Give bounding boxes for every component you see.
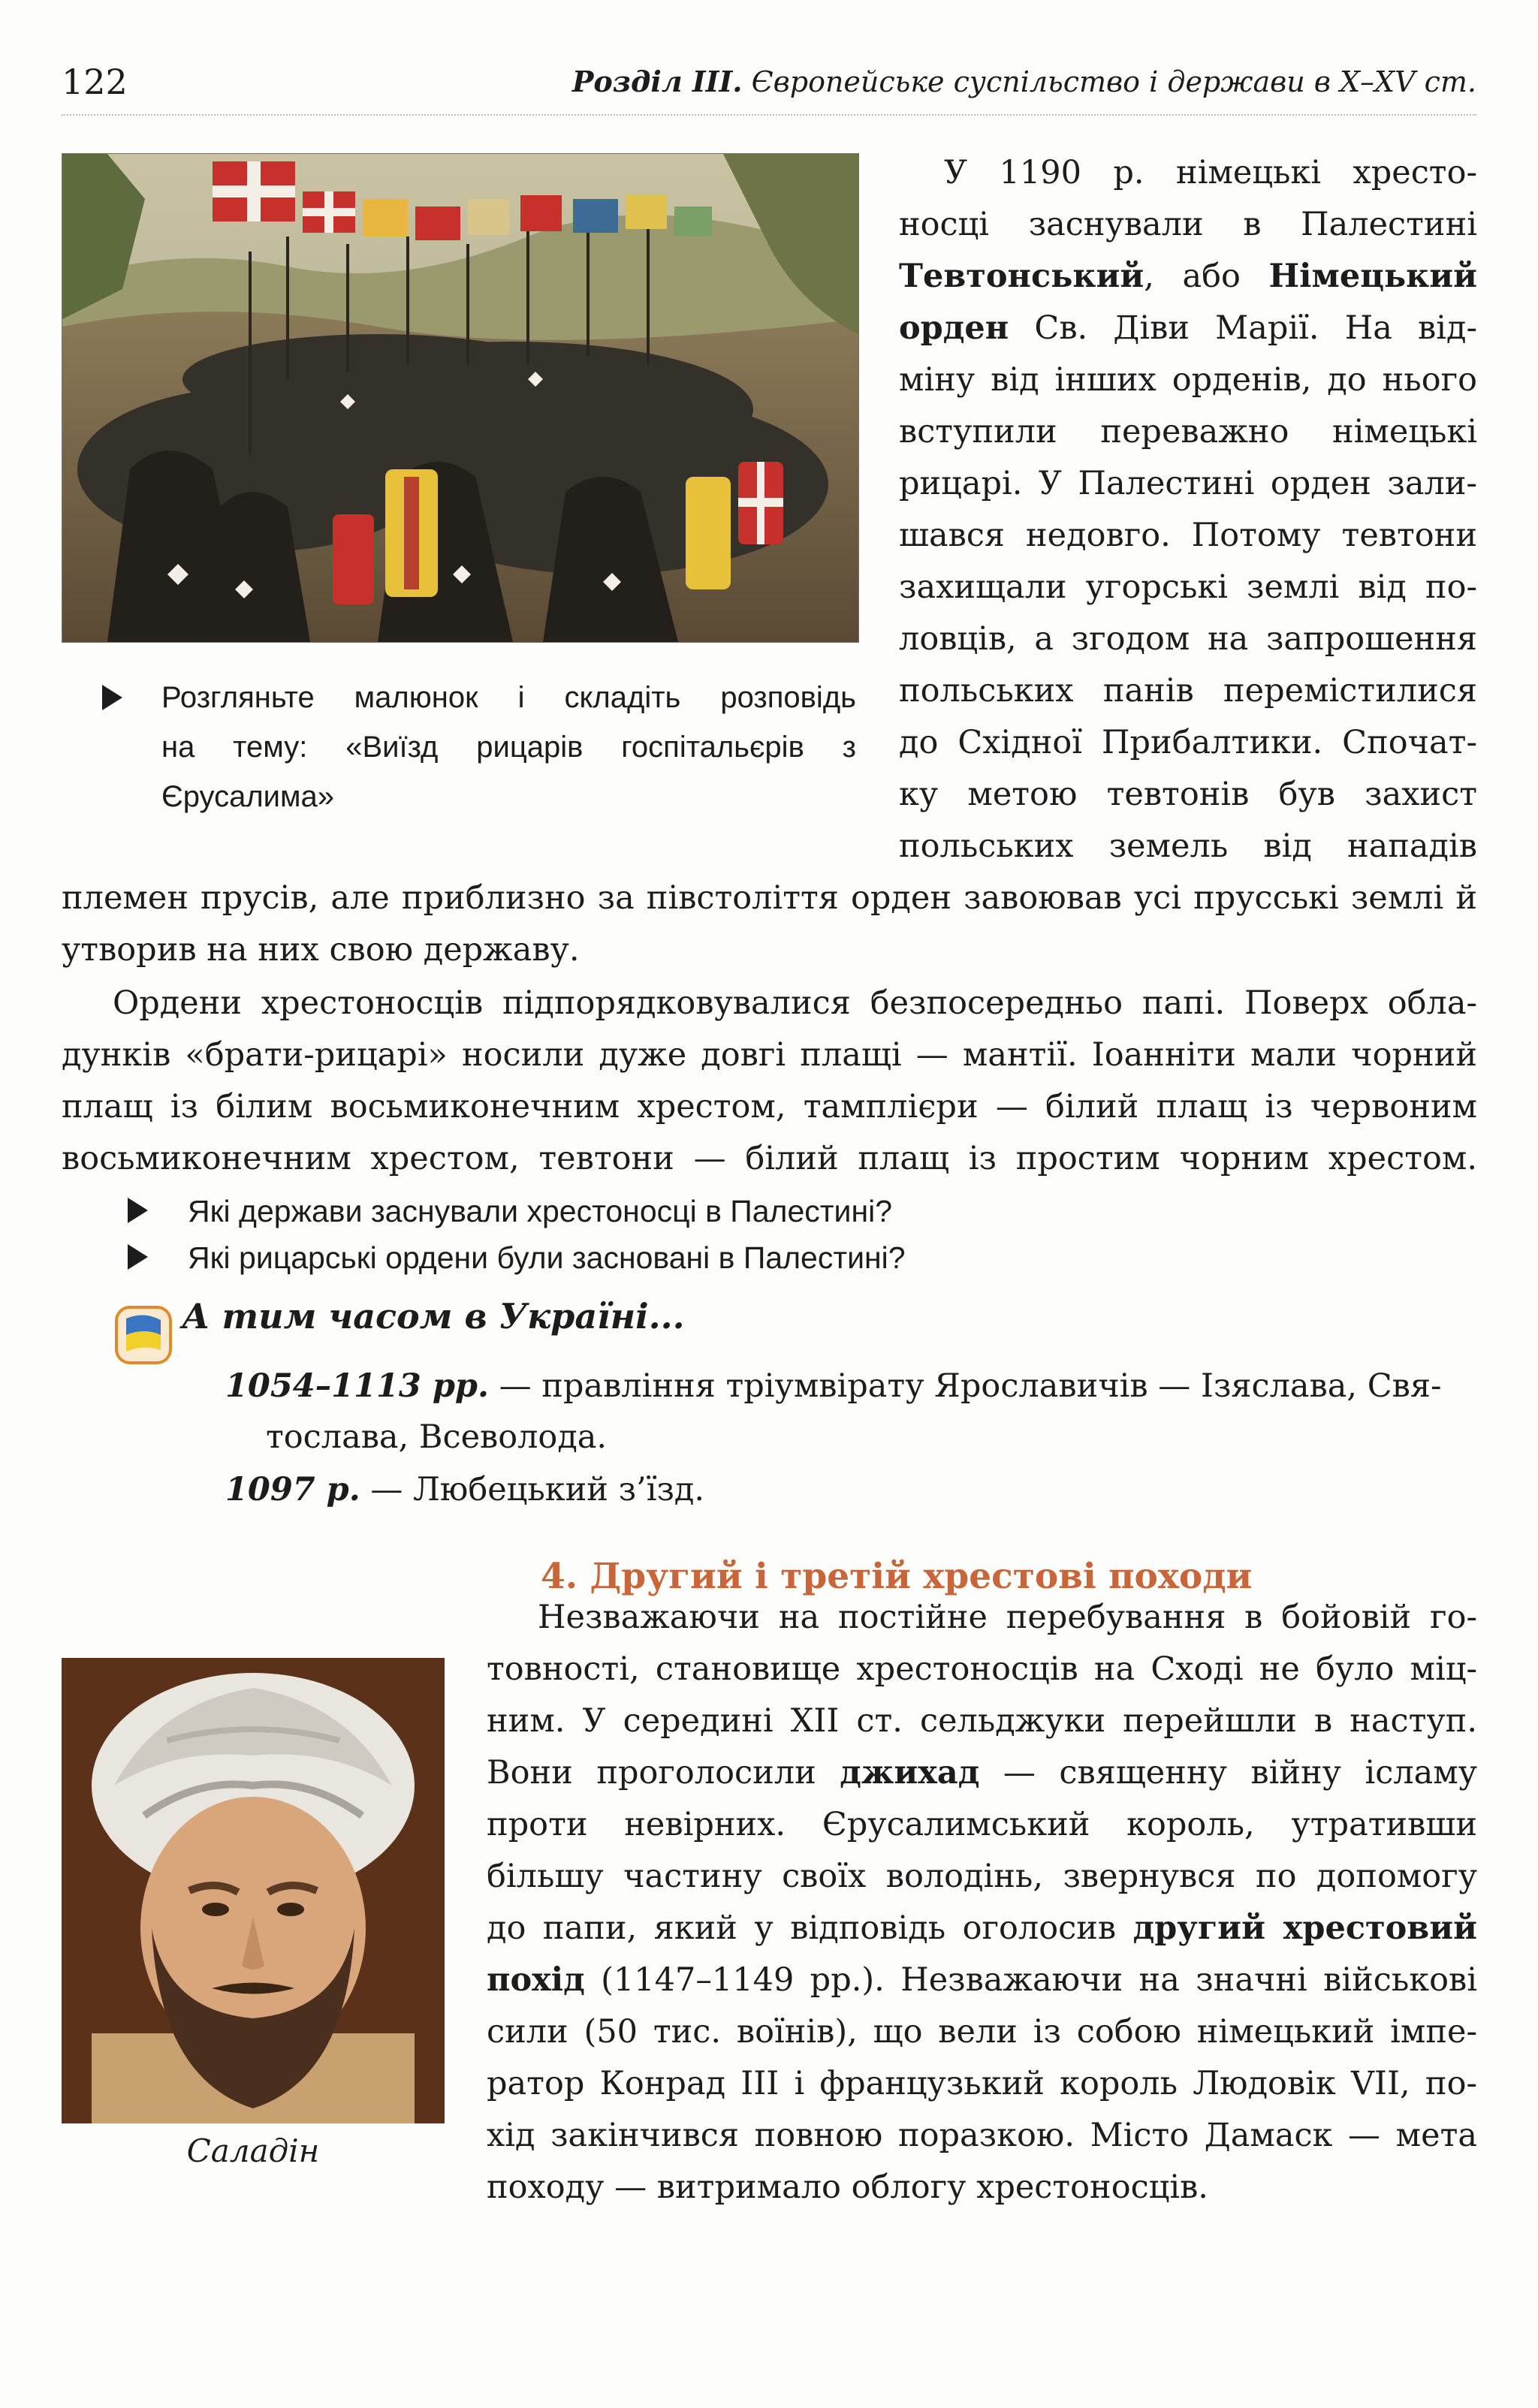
event-date: 1097 р. [225, 1471, 360, 1508]
hospitallers-illustration [62, 153, 859, 643]
text-line: восьмиконечним хрестом, тевтони — білий плащ із простим чорним хрестом. [62, 1140, 1477, 1177]
text-line: польських земель від нападів [899, 827, 1477, 865]
text-line: захищали угорські землі від по- [899, 568, 1477, 606]
text-line: носці заснували в Палестині [899, 206, 1477, 243]
text-line: шався недовго. Потому тевтони [899, 517, 1477, 554]
ukraine-event-cont: тослава, Всеволода. [266, 1418, 608, 1456]
text-line: хід закінчився повною поразкою. Місто Дамаск — мета [487, 2117, 1477, 2154]
text-line: ним. У середині ХІІ ст. сельджуки перейшли в наступ. [487, 1702, 1477, 1740]
text-line: рицарі. У Палестині орден зали- [899, 465, 1477, 502]
question-bullet-icon [128, 1198, 148, 1223]
text-line: міну від інших орденів, до нього [899, 361, 1477, 399]
saladin-portrait [62, 1658, 445, 2123]
section-title: Європейське суспільство і держави в Х–ХV ст. [751, 65, 1476, 98]
text-line: сили (50 тис. воїнів), що вели із собою німецький імпе- [487, 2013, 1477, 2051]
text-line: ловців, а згодом на запрошення [899, 620, 1477, 658]
section-heading: 4. Другий і третій хрестові походи [541, 1556, 1253, 1597]
text-line: до Східної Прибалтики. Спочат- [899, 724, 1477, 761]
term-campaign: похід [487, 1961, 585, 1999]
caption-line: Розгляньте малюнок і складіть розповідь [161, 681, 856, 714]
image-caption [161, 673, 856, 821]
term-order: орден [899, 309, 1009, 347]
ukraine-event [225, 1361, 1442, 1412]
ukraine-box-title: А тим часом в Україні... [182, 1296, 685, 1337]
text: Св. Діви Марії. На від- [1009, 309, 1477, 347]
text: (1147–1149 рр.). Незважаючи на значні військові [584, 1961, 1477, 1999]
text-line [487, 1954, 1477, 2006]
text-line: ратор Конрад ІІІ і французький король Людовік VII, по- [487, 2065, 1477, 2102]
term-jihad: джихад [840, 1754, 980, 1792]
text-line: дунків «брати-рицарі» носили дуже довгі плащі — мантії. Іоанніти мали чорний [62, 1036, 1477, 1074]
ukraine-flag-icon [114, 1305, 173, 1365]
running-header [62, 62, 1476, 114]
paragraph-orders [62, 978, 1477, 1185]
text-line [487, 1747, 1477, 1799]
caption-line: Єрусалима» [161, 780, 335, 813]
text-line: польських панів перемістилися [899, 672, 1477, 710]
paragraph-second-crusade [487, 1592, 1477, 2214]
term-german: Німецький [1268, 258, 1477, 295]
text: , або [1144, 258, 1269, 295]
term-second-crusade: другий хрестовий [1132, 1909, 1478, 1947]
header-divider [62, 114, 1476, 116]
text-line: більшу частину своїх володінь, звернувся по допомогу [487, 1858, 1477, 1895]
ukraine-event [225, 1464, 704, 1516]
text-line [899, 251, 1477, 303]
event-text: — Любецький з’їзд. [360, 1471, 705, 1508]
text-line [899, 303, 1477, 354]
text-line: плащ із білим восьмиконечним хрестом, тамплієри — білий плащ із червоним [62, 1088, 1477, 1126]
caption-line: на тему: «Виїзд рицарів госпітальєрів з [161, 731, 856, 764]
section-label: Розділ III. [571, 65, 743, 98]
page-number: 122 [62, 62, 128, 102]
question: Які рицарські ордени були засновані в Палестині? [188, 1240, 906, 1275]
event-date: 1054–1113 рр. [225, 1367, 489, 1405]
text-line: товності, становище хрестоносців на Сході не було міц- [487, 1650, 1477, 1688]
text-line [487, 1903, 1477, 1954]
text-line: племен прусів, але приблизно за півстоліття орден завоював усі прусські землі й [62, 879, 1477, 917]
paragraph-teutonic-order-cont [62, 872, 1477, 976]
portrait-caption: Саладін [186, 2132, 320, 2169]
question-bullet-icon [128, 1244, 148, 1270]
paragraph-teutonic-order [899, 147, 1477, 872]
text-line: У 1190 р. німецькі хресто- [944, 154, 1477, 191]
caption-bullet-icon [102, 685, 122, 710]
text: — священну війну ісламу [979, 1754, 1478, 1792]
text-line: Незважаючи на постійне перебування в бойовій го- [538, 1599, 1477, 1636]
text-line: Ордени хрестоносців підпорядковувалися безпосередньо папі. Поверх обла- [113, 984, 1477, 1022]
question: Які держави заснували хрестоносці в Палестині? [188, 1194, 893, 1228]
event-text: — правління тріумвірату Ярославичів — Ізяслава, Свя- [488, 1367, 1442, 1405]
text: Вони проголосили [487, 1754, 840, 1792]
text: до папи, який у відповідь оголосив [487, 1909, 1133, 1947]
text-line: проти невірних. Єрусалимський король, утративши [487, 1806, 1477, 1843]
running-title [572, 65, 1476, 98]
term-teutonic: Тевтонський [899, 258, 1144, 295]
text-line: утворив на них свою державу. [62, 931, 580, 969]
text-line: вступили переважно німецькі [899, 413, 1477, 451]
text-line: ку метою тевтонів був захист [899, 776, 1477, 813]
text-line: походу — витримало облогу хрестоносців. [487, 2168, 1208, 2206]
